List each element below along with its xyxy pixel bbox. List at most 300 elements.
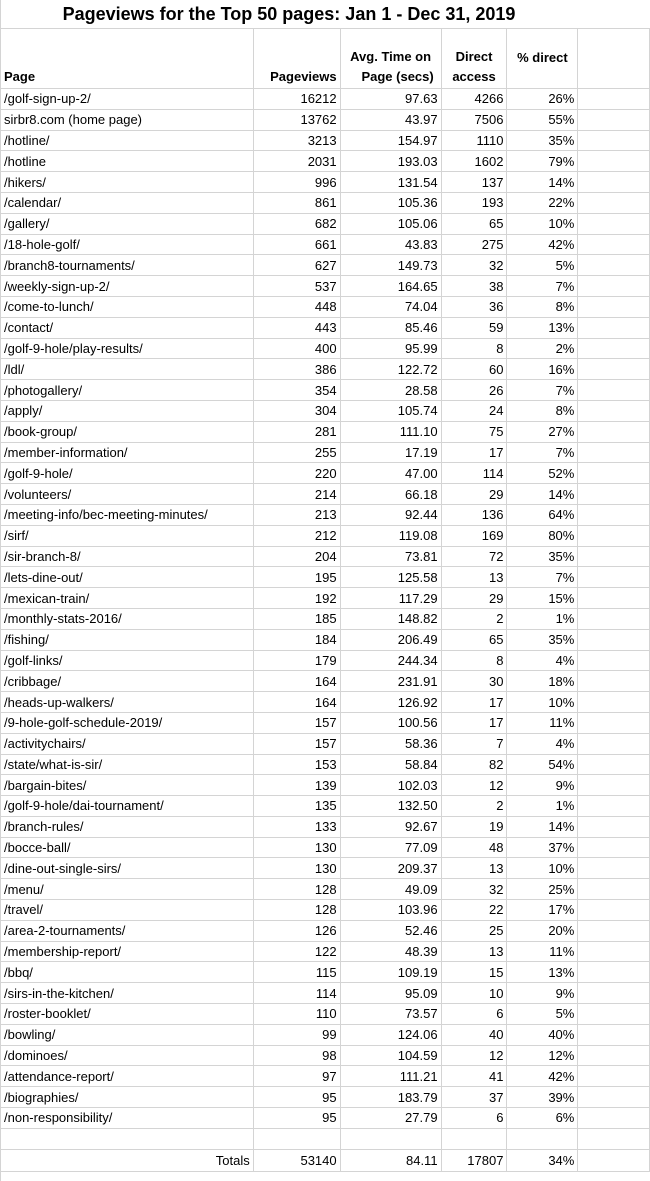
avg-time-cell: 100.56 bbox=[340, 712, 441, 733]
page-cell: /state/what-is-sir/ bbox=[1, 754, 254, 775]
cell bbox=[578, 442, 650, 463]
page-cell: /book-group/ bbox=[1, 421, 254, 442]
avg-time-cell: 132.50 bbox=[340, 796, 441, 817]
pct-direct-cell: 20% bbox=[507, 920, 578, 941]
cell bbox=[578, 276, 650, 297]
pct-direct-cell: 18% bbox=[507, 671, 578, 692]
table-row bbox=[1, 213, 650, 234]
pageviews-cell: 213 bbox=[253, 504, 340, 525]
pct-direct-cell: 11% bbox=[507, 941, 578, 962]
table-body bbox=[1, 89, 650, 1129]
direct-cell: 59 bbox=[441, 317, 507, 338]
pct-direct-cell: 26% bbox=[507, 89, 578, 110]
avg-time-cell: 27.79 bbox=[340, 1108, 441, 1129]
avg-time-cell: 117.29 bbox=[340, 588, 441, 609]
page-cell: /photogallery/ bbox=[1, 380, 254, 401]
page-cell: /sir-branch-8/ bbox=[1, 546, 254, 567]
direct-cell: 15 bbox=[441, 962, 507, 983]
pct-direct-cell: 5% bbox=[507, 255, 578, 276]
cell bbox=[578, 1066, 650, 1087]
cell bbox=[578, 151, 650, 172]
direct-cell: 13 bbox=[441, 941, 507, 962]
pageviews-cell: 448 bbox=[253, 296, 340, 317]
cell bbox=[578, 109, 650, 130]
avg-time-cell: 193.03 bbox=[340, 151, 441, 172]
cell bbox=[578, 920, 650, 941]
avg-time-cell: 95.09 bbox=[340, 983, 441, 1004]
direct-cell: 17 bbox=[441, 442, 507, 463]
header-avg-time-line2: Page (secs) bbox=[361, 69, 434, 84]
avg-time-cell: 111.21 bbox=[340, 1066, 441, 1087]
cell bbox=[578, 754, 650, 775]
page-cell: /branch-rules/ bbox=[1, 816, 254, 837]
pct-direct-cell: 79% bbox=[507, 151, 578, 172]
direct-cell: 275 bbox=[441, 234, 507, 255]
cell bbox=[578, 1045, 650, 1066]
avg-time-cell: 125.58 bbox=[340, 567, 441, 588]
page-cell: /roster-booklet/ bbox=[1, 1004, 254, 1025]
pct-direct-cell: 10% bbox=[507, 692, 578, 713]
table-row bbox=[1, 192, 650, 213]
table-row bbox=[1, 671, 650, 692]
pct-direct-cell: 14% bbox=[507, 484, 578, 505]
cell bbox=[578, 983, 650, 1004]
table-row bbox=[1, 608, 650, 629]
table-row bbox=[1, 941, 650, 962]
avg-time-cell: 111.10 bbox=[340, 421, 441, 442]
pageviews-cell: 281 bbox=[253, 421, 340, 442]
page-cell: /golf-9-hole/dai-tournament/ bbox=[1, 796, 254, 817]
pct-direct-cell: 10% bbox=[507, 858, 578, 879]
page-cell: /member-information/ bbox=[1, 442, 254, 463]
pct-direct-cell: 12% bbox=[507, 1045, 578, 1066]
pageviews-cell: 130 bbox=[253, 837, 340, 858]
sheet-title: Pageviews for the Top 50 pages: Jan 1 - Dec 31, 2019 bbox=[62, 4, 516, 24]
direct-cell: 32 bbox=[441, 255, 507, 276]
avg-time-cell: 131.54 bbox=[340, 172, 441, 193]
cell bbox=[578, 192, 650, 213]
pct-direct-cell: 80% bbox=[507, 525, 578, 546]
direct-cell: 38 bbox=[441, 276, 507, 297]
table-row bbox=[1, 629, 650, 650]
table-row bbox=[1, 733, 650, 754]
pageviews-cell: 220 bbox=[253, 463, 340, 484]
direct-cell: 32 bbox=[441, 879, 507, 900]
avg-time-cell: 209.37 bbox=[340, 858, 441, 879]
page-cell: /menu/ bbox=[1, 879, 254, 900]
pct-direct-cell: 1% bbox=[507, 608, 578, 629]
direct-cell: 29 bbox=[441, 484, 507, 505]
page-cell: /bargain-bites/ bbox=[1, 775, 254, 796]
direct-cell: 8 bbox=[441, 338, 507, 359]
cell bbox=[578, 858, 650, 879]
page-cell: /golf-9-hole/play-results/ bbox=[1, 338, 254, 359]
direct-cell: 82 bbox=[441, 754, 507, 775]
avg-time-cell: 122.72 bbox=[340, 359, 441, 380]
table-row bbox=[1, 567, 650, 588]
avg-time-cell: 97.63 bbox=[340, 89, 441, 110]
avg-time-cell: 105.74 bbox=[340, 400, 441, 421]
cell bbox=[578, 837, 650, 858]
table-row bbox=[1, 879, 650, 900]
avg-time-cell: 49.09 bbox=[340, 879, 441, 900]
pageviews-cell: 98 bbox=[253, 1045, 340, 1066]
direct-cell: 10 bbox=[441, 983, 507, 1004]
cell bbox=[578, 1004, 650, 1025]
direct-cell: 72 bbox=[441, 546, 507, 567]
direct-cell: 41 bbox=[441, 1066, 507, 1087]
direct-cell: 2 bbox=[441, 796, 507, 817]
cell bbox=[578, 692, 650, 713]
direct-cell: 48 bbox=[441, 837, 507, 858]
pageviews-cell: 304 bbox=[253, 400, 340, 421]
cell bbox=[578, 1128, 650, 1149]
pageviews-cell: 164 bbox=[253, 671, 340, 692]
direct-cell: 169 bbox=[441, 525, 507, 546]
avg-time-cell: 58.36 bbox=[340, 733, 441, 754]
page-cell: /gallery/ bbox=[1, 213, 254, 234]
pageviews-cell: 164 bbox=[253, 692, 340, 713]
pageviews-cell: 114 bbox=[253, 983, 340, 1004]
avg-time-cell: 149.73 bbox=[340, 255, 441, 276]
table-row bbox=[1, 1004, 650, 1025]
avg-time-cell: 102.03 bbox=[340, 775, 441, 796]
cell bbox=[578, 671, 650, 692]
table-row bbox=[1, 151, 650, 172]
pageviews-cell: 184 bbox=[253, 629, 340, 650]
pageviews-cell: 153 bbox=[253, 754, 340, 775]
pageviews-cell: 400 bbox=[253, 338, 340, 359]
avg-time-cell: 105.06 bbox=[340, 213, 441, 234]
page-cell: /meeting-info/bec-meeting-minutes/ bbox=[1, 504, 254, 525]
pct-direct-cell: 1% bbox=[507, 796, 578, 817]
page-cell: /travel/ bbox=[1, 900, 254, 921]
avg-time-cell: 74.04 bbox=[340, 296, 441, 317]
avg-time-cell: 73.57 bbox=[340, 1004, 441, 1025]
direct-cell: 13 bbox=[441, 567, 507, 588]
page-cell: /golf-sign-up-2/ bbox=[1, 89, 254, 110]
pct-direct-cell: 40% bbox=[507, 1024, 578, 1045]
page-cell: /hotline/ bbox=[1, 130, 254, 151]
direct-cell: 193 bbox=[441, 192, 507, 213]
pct-direct-cell: 17% bbox=[507, 900, 578, 921]
direct-cell: 17 bbox=[441, 712, 507, 733]
pageviews-cell: 122 bbox=[253, 941, 340, 962]
pct-direct-cell: 64% bbox=[507, 504, 578, 525]
direct-cell: 1110 bbox=[441, 130, 507, 151]
pct-direct-cell: 16% bbox=[507, 359, 578, 380]
page-cell: /volunteers/ bbox=[1, 484, 254, 505]
cell bbox=[578, 89, 650, 110]
table-row bbox=[1, 89, 650, 110]
table-row bbox=[1, 588, 650, 609]
table-row bbox=[1, 525, 650, 546]
avg-time-cell: 52.46 bbox=[340, 920, 441, 941]
avg-time-cell: 28.58 bbox=[340, 380, 441, 401]
page-cell: /ldl/ bbox=[1, 359, 254, 380]
pct-direct-cell: 9% bbox=[507, 775, 578, 796]
cell bbox=[578, 1149, 650, 1171]
pageviews-cell: 133 bbox=[253, 816, 340, 837]
direct-cell: 1602 bbox=[441, 151, 507, 172]
table-row bbox=[1, 754, 650, 775]
pct-direct-cell: 52% bbox=[507, 463, 578, 484]
pageviews-cell: 185 bbox=[253, 608, 340, 629]
direct-cell: 37 bbox=[441, 1087, 507, 1108]
avg-time-cell: 92.67 bbox=[340, 816, 441, 837]
direct-cell: 65 bbox=[441, 629, 507, 650]
avg-time-cell: 206.49 bbox=[340, 629, 441, 650]
avg-time-cell: 66.18 bbox=[340, 484, 441, 505]
pct-direct-cell: 11% bbox=[507, 712, 578, 733]
page-cell: /apply/ bbox=[1, 400, 254, 421]
page-cell: /non-responsibility/ bbox=[1, 1108, 254, 1129]
avg-time-cell: 43.97 bbox=[340, 109, 441, 130]
page-cell: sirbr8.com (home page) bbox=[1, 109, 254, 130]
direct-cell: 2 bbox=[441, 608, 507, 629]
direct-cell: 13 bbox=[441, 858, 507, 879]
table-row bbox=[1, 962, 650, 983]
table-row bbox=[1, 442, 650, 463]
pct-direct-cell: 42% bbox=[507, 234, 578, 255]
pageviews-cell: 386 bbox=[253, 359, 340, 380]
pct-direct-cell: 7% bbox=[507, 276, 578, 297]
page-cell: /biographies/ bbox=[1, 1087, 254, 1108]
table-row bbox=[1, 712, 650, 733]
avg-time-cell: 109.19 bbox=[340, 962, 441, 983]
pct-direct-cell: 6% bbox=[507, 1108, 578, 1129]
page-cell: /bocce-ball/ bbox=[1, 837, 254, 858]
direct-cell: 25 bbox=[441, 920, 507, 941]
direct-cell: 114 bbox=[441, 463, 507, 484]
direct-cell: 75 bbox=[441, 421, 507, 442]
pct-direct-cell: 8% bbox=[507, 400, 578, 421]
page-cell: /hikers/ bbox=[1, 172, 254, 193]
page-cell: /dominoes/ bbox=[1, 1045, 254, 1066]
cell bbox=[578, 172, 650, 193]
direct-cell: 26 bbox=[441, 380, 507, 401]
pct-direct-cell: 5% bbox=[507, 1004, 578, 1025]
page-cell: /9-hole-golf-schedule-2019/ bbox=[1, 712, 254, 733]
empty-header-cell bbox=[578, 29, 650, 89]
pct-direct-cell: 7% bbox=[507, 442, 578, 463]
table-row bbox=[1, 983, 650, 1004]
header-avg-time bbox=[340, 29, 441, 89]
pageviews-cell: 128 bbox=[253, 879, 340, 900]
totals-label: Totals bbox=[1, 1149, 254, 1171]
pct-direct-cell: 55% bbox=[507, 109, 578, 130]
direct-cell: 40 bbox=[441, 1024, 507, 1045]
pageviews-cell: 99 bbox=[253, 1024, 340, 1045]
table-row bbox=[1, 837, 650, 858]
pageviews-cell: 135 bbox=[253, 796, 340, 817]
pct-direct-cell: 7% bbox=[507, 567, 578, 588]
cell bbox=[578, 900, 650, 921]
page-cell: /golf-9-hole/ bbox=[1, 463, 254, 484]
table-row bbox=[1, 796, 650, 817]
table-row bbox=[1, 546, 650, 567]
header-direct-line2: access bbox=[452, 69, 496, 84]
pageviews-cell: 195 bbox=[253, 567, 340, 588]
pageviews-cell: 128 bbox=[253, 900, 340, 921]
cell bbox=[578, 1024, 650, 1045]
pct-direct-cell: 14% bbox=[507, 172, 578, 193]
direct-cell: 6 bbox=[441, 1108, 507, 1129]
avg-time-cell: 119.08 bbox=[340, 525, 441, 546]
pct-direct-cell: 35% bbox=[507, 629, 578, 650]
cell bbox=[1, 1128, 254, 1149]
avg-time-cell: 17.19 bbox=[340, 442, 441, 463]
cell bbox=[578, 359, 650, 380]
table-row bbox=[1, 816, 650, 837]
avg-time-cell: 105.36 bbox=[340, 192, 441, 213]
avg-time-cell: 95.99 bbox=[340, 338, 441, 359]
pageviews-cell: 13762 bbox=[253, 109, 340, 130]
pageviews-cell: 130 bbox=[253, 858, 340, 879]
pageviews-cell: 682 bbox=[253, 213, 340, 234]
totals-pageviews: 53140 bbox=[253, 1149, 340, 1171]
cell bbox=[578, 941, 650, 962]
cell bbox=[578, 546, 650, 567]
page-cell: /sirs-in-the-kitchen/ bbox=[1, 983, 254, 1004]
avg-time-cell: 124.06 bbox=[340, 1024, 441, 1045]
cell bbox=[578, 317, 650, 338]
pageviews-cell: 3213 bbox=[253, 130, 340, 151]
avg-time-cell: 154.97 bbox=[340, 130, 441, 151]
cell bbox=[578, 796, 650, 817]
avg-time-cell: 43.83 bbox=[340, 234, 441, 255]
direct-cell: 65 bbox=[441, 213, 507, 234]
direct-cell: 6 bbox=[441, 1004, 507, 1025]
direct-cell: 4266 bbox=[441, 89, 507, 110]
pageviews-cell: 16212 bbox=[253, 89, 340, 110]
direct-cell: 8 bbox=[441, 650, 507, 671]
page-cell: /dine-out-single-sirs/ bbox=[1, 858, 254, 879]
avg-time-cell: 183.79 bbox=[340, 1087, 441, 1108]
cell bbox=[578, 130, 650, 151]
pct-direct-cell: 35% bbox=[507, 546, 578, 567]
page-cell: /heads-up-walkers/ bbox=[1, 692, 254, 713]
pct-direct-cell: 42% bbox=[507, 1066, 578, 1087]
avg-time-cell: 92.44 bbox=[340, 504, 441, 525]
header-direct-access bbox=[441, 29, 507, 89]
cell bbox=[578, 338, 650, 359]
cell bbox=[578, 484, 650, 505]
pct-direct-cell: 15% bbox=[507, 588, 578, 609]
page-cell: /area-2-tournaments/ bbox=[1, 920, 254, 941]
blank-row bbox=[1, 1128, 650, 1149]
cell bbox=[441, 1128, 507, 1149]
header-avg-time-line1: Avg. Time on bbox=[350, 49, 432, 64]
cell bbox=[578, 608, 650, 629]
cell bbox=[340, 1128, 441, 1149]
page-cell: /sirf/ bbox=[1, 525, 254, 546]
pct-direct-cell: 37% bbox=[507, 837, 578, 858]
pct-direct-cell: 13% bbox=[507, 962, 578, 983]
table-row bbox=[1, 380, 650, 401]
pct-direct-cell: 22% bbox=[507, 192, 578, 213]
pageviews-cell: 157 bbox=[253, 733, 340, 754]
page-cell: /weekly-sign-up-2/ bbox=[1, 276, 254, 297]
direct-cell: 36 bbox=[441, 296, 507, 317]
totals-direct: 17807 bbox=[441, 1149, 507, 1171]
avg-time-cell: 164.65 bbox=[340, 276, 441, 297]
table-row bbox=[1, 255, 650, 276]
table-row bbox=[1, 172, 650, 193]
page-cell: /membership-report/ bbox=[1, 941, 254, 962]
cell bbox=[578, 650, 650, 671]
cell bbox=[578, 879, 650, 900]
pct-direct-cell: 13% bbox=[507, 317, 578, 338]
table-row bbox=[1, 1087, 650, 1108]
cell bbox=[578, 816, 650, 837]
direct-cell: 7 bbox=[441, 733, 507, 754]
pct-direct-cell: 14% bbox=[507, 816, 578, 837]
avg-time-cell: 58.84 bbox=[340, 754, 441, 775]
direct-cell: 17 bbox=[441, 692, 507, 713]
direct-cell: 30 bbox=[441, 671, 507, 692]
cell bbox=[578, 213, 650, 234]
page-cell: /hotline bbox=[1, 151, 254, 172]
pct-direct-cell: 7% bbox=[507, 380, 578, 401]
pct-direct-cell: 54% bbox=[507, 754, 578, 775]
cell bbox=[578, 1087, 650, 1108]
pct-direct-cell: 27% bbox=[507, 421, 578, 442]
header-pageviews: Pageviews bbox=[253, 29, 340, 89]
cell bbox=[578, 962, 650, 983]
pageviews-cell: 354 bbox=[253, 380, 340, 401]
table-row bbox=[1, 109, 650, 130]
pageviews-cell: 661 bbox=[253, 234, 340, 255]
pct-direct-cell: 9% bbox=[507, 983, 578, 1004]
page-cell: /fishing/ bbox=[1, 629, 254, 650]
cell bbox=[578, 712, 650, 733]
pct-direct-cell: 35% bbox=[507, 130, 578, 151]
pct-direct-cell: 25% bbox=[507, 879, 578, 900]
page-cell: /golf-links/ bbox=[1, 650, 254, 671]
header-pct-direct: % direct bbox=[507, 29, 578, 89]
page-cell: /monthly-stats-2016/ bbox=[1, 608, 254, 629]
pct-direct-cell: 39% bbox=[507, 1087, 578, 1108]
pageviews-cell: 115 bbox=[253, 962, 340, 983]
cell bbox=[253, 1128, 340, 1149]
pageviews-table bbox=[0, 28, 650, 1172]
page-cell: /branch8-tournaments/ bbox=[1, 255, 254, 276]
pageviews-cell: 157 bbox=[253, 712, 340, 733]
table-row bbox=[1, 463, 650, 484]
avg-time-cell: 77.09 bbox=[340, 837, 441, 858]
table-row bbox=[1, 359, 650, 380]
pageviews-cell: 2031 bbox=[253, 151, 340, 172]
page-cell: /bowling/ bbox=[1, 1024, 254, 1045]
pageviews-cell: 212 bbox=[253, 525, 340, 546]
table-row bbox=[1, 421, 650, 442]
page-cell: /come-to-lunch/ bbox=[1, 296, 254, 317]
totals-row bbox=[1, 1149, 650, 1171]
table-row bbox=[1, 775, 650, 796]
cell bbox=[578, 234, 650, 255]
pageviews-cell: 179 bbox=[253, 650, 340, 671]
direct-cell: 24 bbox=[441, 400, 507, 421]
table-row bbox=[1, 900, 650, 921]
pageviews-cell: 126 bbox=[253, 920, 340, 941]
table-row bbox=[1, 1024, 650, 1045]
header-page: Page bbox=[1, 29, 254, 89]
avg-time-cell: 231.91 bbox=[340, 671, 441, 692]
avg-time-cell: 104.59 bbox=[340, 1045, 441, 1066]
pageviews-cell: 139 bbox=[253, 775, 340, 796]
pageviews-cell: 443 bbox=[253, 317, 340, 338]
